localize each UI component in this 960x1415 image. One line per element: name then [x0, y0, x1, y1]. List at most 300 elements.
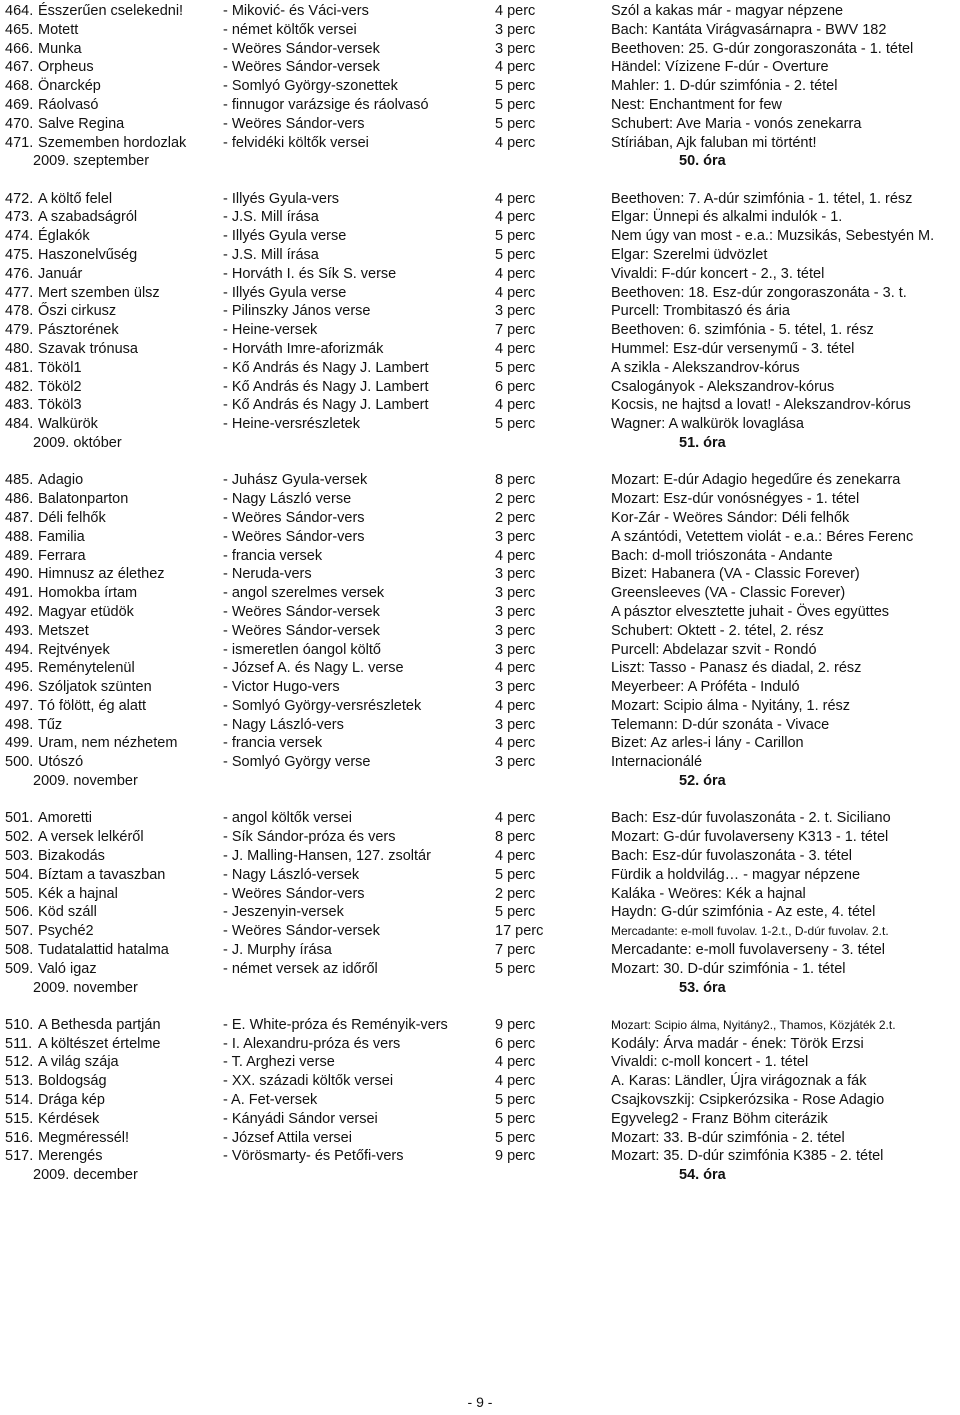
item-number: 481. — [5, 359, 34, 376]
item-title: Psyché2 — [38, 923, 94, 940]
music-piece: Bach: d-moll triószonáta - Andante — [611, 547, 833, 564]
duration: 5 perc — [495, 359, 536, 376]
duration: 4 perc — [495, 341, 536, 358]
poem-source: - Kő András és Nagy J. Lambert — [223, 378, 429, 395]
lesson-row — [5, 509, 960, 528]
month-section — [5, 190, 960, 472]
section-gap — [5, 453, 960, 472]
item-number: 507. — [5, 923, 34, 940]
poem-source: - francia versek — [223, 735, 323, 752]
poem-source: - Vörösmarty- és Petőfi-vers — [223, 1148, 404, 1165]
page-number: - 9 - — [467, 1394, 493, 1410]
lesson-row — [5, 1110, 960, 1129]
music-piece: Fürdik a holdvilág… - magyar népzene — [611, 866, 861, 883]
item-title: Ferrara — [38, 547, 86, 564]
duration: 3 perc — [495, 40, 536, 57]
lesson-row — [5, 960, 960, 979]
lesson-row — [5, 190, 960, 209]
lesson-row — [5, 1129, 960, 1148]
music-piece: Vivaldi: c-moll koncert - 1. tétel — [611, 1054, 809, 1071]
duration: 4 perc — [495, 735, 536, 752]
lesson-row — [5, 227, 960, 246]
duration: 4 perc — [495, 59, 536, 76]
music-piece: Beethoven: 18. Esz-dúr zongoraszonáta - 3. t. — [611, 284, 907, 301]
poem-source: - Horváth I. és Sík S. verse — [223, 265, 397, 282]
item-number: 512. — [5, 1054, 34, 1071]
lesson-row — [5, 885, 960, 904]
item-title: Reménytelenül — [38, 660, 135, 677]
item-title: Tököl2 — [38, 378, 82, 395]
item-title: Merengés — [38, 1148, 103, 1165]
poem-source: - XX. századi költők versei — [223, 1073, 394, 1090]
item-title: Köd száll — [38, 904, 97, 921]
duration: 4 perc — [495, 847, 536, 864]
item-title: Magyar etüdök — [38, 603, 134, 620]
lesson-row — [5, 77, 960, 96]
item-number: 491. — [5, 585, 34, 602]
music-piece: Hummel: Esz-dúr versenymű - 3. tétel — [611, 341, 855, 358]
month-footer-row — [5, 772, 960, 791]
item-number: 497. — [5, 697, 34, 714]
duration: 5 perc — [495, 866, 536, 883]
item-number: 468. — [5, 78, 34, 95]
item-title: Pásztorének — [38, 322, 119, 339]
item-number: 480. — [5, 341, 34, 358]
lesson-row — [5, 1016, 960, 1035]
music-piece: Wagner: A walkürök lovaglása — [611, 416, 804, 433]
poem-source: - német költők versei — [223, 21, 357, 38]
duration: 5 perc — [495, 247, 536, 264]
duration: 3 perc — [495, 716, 536, 733]
poem-source: - J.S. Mill írása — [223, 209, 319, 226]
item-title: Bizakodás — [38, 847, 105, 864]
item-number: 488. — [5, 528, 34, 545]
lesson-row — [5, 40, 960, 59]
month-section — [5, 471, 960, 809]
item-title: Utószó — [38, 754, 84, 771]
music-piece: Schubert: Ave Maria - vonós zenekarra — [611, 115, 862, 132]
item-number: 513. — [5, 1073, 34, 1090]
month-footer-row — [5, 434, 960, 453]
lesson-row — [5, 1091, 960, 1110]
item-title: Való igaz — [38, 960, 97, 977]
duration: 6 perc — [495, 378, 536, 395]
item-title: Rejtvények — [38, 641, 110, 658]
music-piece: A szikla - Alekszandrov-kórus — [611, 359, 800, 376]
poem-source: - I. Alexandru-próza és vers — [223, 1035, 401, 1052]
item-title: Munka — [38, 40, 82, 57]
item-title: Mert szemben ülsz — [38, 284, 160, 301]
item-number: 514. — [5, 1092, 34, 1109]
poem-source: - E. White-próza és Reményik-vers — [223, 1016, 448, 1033]
lesson-row — [5, 1053, 960, 1072]
lesson-row — [5, 490, 960, 509]
duration: 4 perc — [495, 265, 536, 282]
lesson-number: 53. óra — [679, 979, 726, 996]
lesson-row — [5, 941, 960, 960]
month-section — [5, 809, 960, 1015]
lesson-number: 54. óra — [679, 1167, 726, 1184]
item-number: 495. — [5, 660, 34, 677]
item-title: A szabadságról — [38, 209, 138, 226]
duration: 4 perc — [495, 190, 536, 207]
duration: 4 perc — [495, 697, 536, 714]
lesson-number: 51. óra — [679, 435, 726, 452]
music-piece: Mozart: G-dúr fuvolaverseny K313 - 1. tétel — [611, 829, 889, 846]
item-number: 499. — [5, 735, 34, 752]
item-number: 503. — [5, 847, 34, 864]
music-piece: Mercadante: e-moll fuvolav. 1-2.t., D-dúr fuvolav. 2.t. — [611, 924, 889, 939]
month-label: 2009. október — [33, 435, 122, 452]
music-piece: Purcell: Trombitaszó és ária — [611, 303, 790, 320]
item-title: Haszonelvűség — [38, 247, 138, 264]
month-footer-row — [5, 1166, 960, 1185]
lesson-row — [5, 922, 960, 941]
music-piece: Schubert: Oktett - 2. tétel, 2. rész — [611, 622, 824, 639]
lesson-row — [5, 866, 960, 885]
item-number: 467. — [5, 59, 34, 76]
lesson-row — [5, 622, 960, 641]
music-piece: Händel: Vízizene F-dúr - Overture — [611, 59, 829, 76]
music-piece: Haydn: G-dúr szimfónia - Az este, 4. tétel — [611, 904, 876, 921]
music-piece: Bizet: Az arles-i lány - Carillon — [611, 735, 804, 752]
item-number: 505. — [5, 885, 34, 902]
duration: 7 perc — [495, 941, 536, 958]
poem-source: - A. Fet-versek — [223, 1092, 318, 1109]
item-title: Motett — [38, 21, 79, 38]
music-piece: Liszt: Tasso - Panasz és diadal, 2. rész — [611, 660, 862, 677]
item-number: 496. — [5, 679, 34, 696]
item-number: 465. — [5, 21, 34, 38]
lesson-row — [5, 321, 960, 340]
item-title: Őszi cirkusz — [38, 303, 117, 320]
duration: 5 perc — [495, 904, 536, 921]
lesson-row — [5, 678, 960, 697]
lesson-row — [5, 641, 960, 660]
item-number: 498. — [5, 716, 34, 733]
section-gap — [5, 171, 960, 190]
poem-source: - T. Arghezi verse — [223, 1054, 335, 1071]
item-title: Ésszerűen cselekedni! — [38, 3, 184, 19]
lesson-row — [5, 697, 960, 716]
duration: 4 perc — [495, 284, 536, 301]
music-piece: Mahler: 1. D-dúr szimfónia - 2. tétel — [611, 78, 838, 95]
item-number: 482. — [5, 378, 34, 395]
duration: 4 perc — [495, 810, 536, 827]
item-title: Szavak trónusa — [38, 341, 138, 358]
music-piece: Szól a kakas már - magyar népzene — [611, 3, 844, 19]
duration: 3 perc — [495, 641, 536, 658]
duration: 3 perc — [495, 21, 536, 38]
duration: 8 perc — [495, 829, 536, 846]
lesson-row — [5, 584, 960, 603]
music-piece: Bach: Esz-dúr fuvolaszonáta - 2. t. Siciliano — [611, 810, 891, 827]
lesson-row — [5, 340, 960, 359]
poem-source: - J.S. Mill írása — [223, 247, 319, 264]
duration: 4 perc — [495, 1054, 536, 1071]
duration: 5 perc — [495, 960, 536, 977]
poem-source: - Kányádi Sándor versei — [223, 1110, 378, 1127]
poem-source: - Somlyó György verse — [223, 754, 371, 771]
music-piece: Bach: Kantáta Virágvasárnapra - BWV 182 — [611, 21, 887, 38]
item-number: 466. — [5, 40, 34, 57]
item-title: A Bethesda partján — [38, 1016, 161, 1033]
music-piece: Kodály: Árva madár - ének: Török Erzsi — [611, 1035, 864, 1052]
item-title: Szememben hordozlak — [38, 134, 187, 151]
music-piece: Mozart: Scipio álma - Nyitány, 1. rész — [611, 697, 851, 714]
poem-source: - Illyés Gyula verse — [223, 284, 347, 301]
item-number: 510. — [5, 1016, 34, 1033]
item-number: 472. — [5, 190, 34, 207]
poem-source: - Weöres Sándor-versek — [223, 603, 380, 620]
music-piece: Mozart: 30. D-dúr szimfónia - 1. tétel — [611, 960, 846, 977]
lesson-row — [5, 284, 960, 303]
lesson-row — [5, 828, 960, 847]
item-title: Uram, nem nézhetem — [38, 735, 178, 752]
lesson-row — [5, 134, 960, 153]
item-title: Önarckép — [38, 78, 101, 95]
item-title: Walkürök — [38, 416, 98, 433]
poem-source: - Weöres Sándor-vers — [223, 885, 365, 902]
music-piece: Elgar: Szerelmi üdvözlet — [611, 247, 768, 264]
duration: 2 perc — [495, 509, 536, 526]
music-piece: Meyerbeer: A Próféta - Induló — [611, 679, 800, 696]
item-title: Déli felhők — [38, 509, 106, 526]
music-piece: Beethoven: 7. A-dúr szimfónia - 1. tétel, 1. rész — [611, 190, 913, 207]
duration: 3 perc — [495, 754, 536, 771]
lesson-row — [5, 302, 960, 321]
item-title: Orpheus — [38, 59, 94, 76]
duration: 17 perc — [495, 923, 544, 940]
poem-source: - József Attila versei — [223, 1129, 352, 1146]
music-piece: Mozart: 33. B-dúr szimfónia - 2. tétel — [611, 1129, 845, 1146]
poem-source: - Weöres Sándor-versek — [223, 59, 380, 76]
duration: 5 perc — [495, 1110, 536, 1127]
item-title: Églakók — [38, 228, 90, 245]
lesson-row — [5, 753, 960, 772]
item-number: 517. — [5, 1148, 34, 1165]
duration: 4 perc — [495, 3, 536, 19]
music-piece: Greensleeves (VA - Classic Forever) — [611, 585, 846, 602]
poem-source: - francia versek — [223, 547, 323, 564]
poem-source: - Sík Sándor-próza és vers — [223, 829, 396, 846]
lesson-row — [5, 208, 960, 227]
item-title: Drága kép — [38, 1092, 105, 1109]
item-number: 490. — [5, 566, 34, 583]
item-title: Kék a hajnal — [38, 885, 118, 902]
item-title: Ráolvasó — [38, 96, 99, 113]
poem-source: - Weöres Sándor-versek — [223, 923, 380, 940]
item-number: 476. — [5, 265, 34, 282]
item-number: 486. — [5, 491, 34, 508]
poem-source: - német versek az időről — [223, 960, 378, 977]
poem-source: - J. Malling-Hansen, 127. zsoltár — [223, 847, 431, 864]
month-section — [5, 1016, 960, 1185]
item-number: 515. — [5, 1110, 34, 1127]
item-title: Amoretti — [38, 810, 92, 827]
item-title: A költő felel — [38, 190, 113, 207]
lesson-row — [5, 528, 960, 547]
item-title: Familia — [38, 528, 85, 545]
lesson-row — [5, 2, 960, 21]
item-title: Metszet — [38, 622, 89, 639]
lesson-row — [5, 265, 960, 284]
music-piece: Vivaldi: F-dúr koncert - 2., 3. tétel — [611, 265, 825, 282]
schedule-document — [5, 2, 960, 1185]
music-piece: A szántódi, Vetettem violát - e.a.: Béres Ferenc — [611, 528, 914, 545]
duration: 5 perc — [495, 1092, 536, 1109]
item-number: 475. — [5, 247, 34, 264]
item-title: A költészet értelme — [38, 1035, 161, 1052]
poem-source: - Nagy László verse — [223, 491, 352, 508]
item-number: 469. — [5, 96, 34, 113]
music-piece: Kocsis, ne hajtsd a lovat! - Alekszandrov-kórus — [611, 397, 911, 414]
duration: 3 perc — [495, 303, 536, 320]
duration: 5 perc — [495, 115, 536, 132]
lesson-row — [5, 1147, 960, 1166]
poem-source: - Kő András és Nagy J. Lambert — [223, 397, 429, 414]
item-title: Salve Regina — [38, 115, 125, 132]
item-title: Bíztam a tavaszban — [38, 866, 166, 883]
item-number: 478. — [5, 303, 34, 320]
poem-source: - Weöres Sándor-versek — [223, 40, 380, 57]
duration: 5 perc — [495, 1129, 536, 1146]
lesson-row — [5, 734, 960, 753]
music-piece: Internacionálé — [611, 754, 703, 771]
month-label: 2009. november — [33, 773, 138, 790]
lesson-row — [5, 396, 960, 415]
lesson-row — [5, 21, 960, 40]
music-piece: Bizet: Habanera (VA - Classic Forever) — [611, 566, 860, 583]
music-piece: Bach: Esz-dúr fuvolaszonáta - 3. tétel — [611, 847, 852, 864]
duration: 4 perc — [495, 660, 536, 677]
lesson-row — [5, 1035, 960, 1054]
duration: 5 perc — [495, 78, 536, 95]
poem-source: - J. Murphy írása — [223, 941, 332, 958]
poem-source: - finnugor varázsige és ráolvasó — [223, 96, 429, 113]
duration: 4 perc — [495, 547, 536, 564]
music-piece: Mozart: Esz-dúr vonósnégyes - 1. tétel — [611, 491, 860, 508]
item-number: 516. — [5, 1129, 34, 1146]
poem-source: - József A. és Nagy L. verse — [223, 660, 404, 677]
section-gap — [5, 997, 960, 1016]
lesson-row — [5, 903, 960, 922]
duration: 3 perc — [495, 528, 536, 545]
item-number: 492. — [5, 603, 34, 620]
item-number: 479. — [5, 322, 34, 339]
item-number: 484. — [5, 416, 34, 433]
poem-source: - Victor Hugo-vers — [223, 679, 340, 696]
poem-source: - Weöres Sándor-vers — [223, 528, 365, 545]
item-number: 509. — [5, 960, 34, 977]
item-number: 500. — [5, 754, 34, 771]
music-piece: Csalogányok - Alekszandrov-kórus — [611, 378, 835, 395]
lesson-row — [5, 115, 960, 134]
poem-source: - ismeretlen óangol költő — [223, 641, 381, 658]
poem-source: - Somlyó György-szonettek — [223, 78, 398, 95]
poem-source: - Illyés Gyula verse — [223, 228, 347, 245]
music-piece: Egyveleg2 - Franz Böhm citerázik — [611, 1110, 828, 1127]
duration: 3 perc — [495, 622, 536, 639]
item-title: A versek lelkéről — [38, 829, 144, 846]
item-number: 508. — [5, 941, 34, 958]
lesson-row — [5, 96, 960, 115]
lesson-row — [5, 603, 960, 622]
duration: 3 perc — [495, 603, 536, 620]
lesson-number: 50. óra — [679, 153, 726, 170]
duration: 3 perc — [495, 679, 536, 696]
duration: 5 perc — [495, 228, 536, 245]
item-number: 474. — [5, 228, 34, 245]
item-title: Boldogság — [38, 1073, 107, 1090]
month-label: 2009. december — [33, 1167, 138, 1184]
duration: 8 perc — [495, 472, 536, 489]
music-piece: Mozart: E-dúr Adagio hegedűre és zenekarra — [611, 472, 901, 489]
poem-source: - Nagy László-versek — [223, 866, 360, 883]
music-piece: Beethoven: 25. G-dúr zongoraszonáta - 1. tétel — [611, 40, 914, 57]
poem-source: - Heine-versrészletek — [223, 416, 360, 433]
music-piece: Stíriában, Ajk faluban mi történt! — [611, 134, 817, 151]
item-title: Tó fölött, ég alatt — [38, 697, 147, 714]
item-number: 483. — [5, 397, 34, 414]
duration: 2 perc — [495, 885, 536, 902]
poem-source: - Weöres Sándor-versek — [223, 622, 380, 639]
item-number: 477. — [5, 284, 34, 301]
duration: 9 perc — [495, 1016, 536, 1033]
music-piece: Kor-Zár - Weöres Sándor: Déli felhők — [611, 509, 850, 526]
lesson-row — [5, 471, 960, 490]
music-piece: A pásztor elvesztette juhait - Öves együttes — [611, 603, 890, 620]
duration: 9 perc — [495, 1148, 536, 1165]
duration: 3 perc — [495, 566, 536, 583]
item-title: Szóljatok szünten — [38, 679, 152, 696]
music-piece: Csajkovszkij: Csipkerózsika - Rose Adagio — [611, 1092, 885, 1109]
item-title: A világ szája — [38, 1054, 119, 1071]
poem-source: - Weöres Sándor-vers — [223, 509, 365, 526]
item-number: 511. — [5, 1035, 33, 1052]
duration: 5 perc — [495, 96, 536, 113]
month-footer-row — [5, 979, 960, 998]
item-number: 493. — [5, 622, 34, 639]
duration: 4 perc — [495, 397, 536, 414]
lesson-row — [5, 809, 960, 828]
duration: 5 perc — [495, 416, 536, 433]
lesson-row — [5, 1072, 960, 1091]
month-footer-row — [5, 152, 960, 171]
item-number: 504. — [5, 866, 34, 883]
section-gap — [5, 791, 960, 810]
poem-source: - Nagy László-vers — [223, 716, 344, 733]
item-title: Adagio — [38, 472, 84, 489]
duration: 6 perc — [495, 1035, 536, 1052]
item-title: Kérdések — [38, 1110, 100, 1127]
item-number: 489. — [5, 547, 34, 564]
item-title: Tököl1 — [38, 359, 82, 376]
month-label: 2009. szeptember — [33, 153, 150, 170]
music-piece: A. Karas: Ländler, Újra virágoznak a fák — [611, 1073, 867, 1090]
lesson-row — [5, 847, 960, 866]
music-piece: Elgar: Ünnepi és alkalmi indulók - 1. — [611, 209, 843, 226]
poem-source: - Miković- és Váci-vers — [223, 3, 369, 19]
poem-source: - Horváth Imre-aforizmák — [223, 341, 384, 358]
music-piece: Mozart: 35. D-dúr szimfónia K385 - 2. tétel — [611, 1148, 884, 1165]
poem-source: - Neruda-vers — [223, 566, 312, 583]
lesson-row — [5, 547, 960, 566]
lesson-row — [5, 378, 960, 397]
poem-source: - angol költők versei — [223, 810, 352, 827]
poem-source: - Illyés Gyula-vers — [223, 190, 340, 207]
music-piece: Nem úgy van most - e.a.: Muzsikás, Sebestyén M. — [611, 228, 935, 245]
